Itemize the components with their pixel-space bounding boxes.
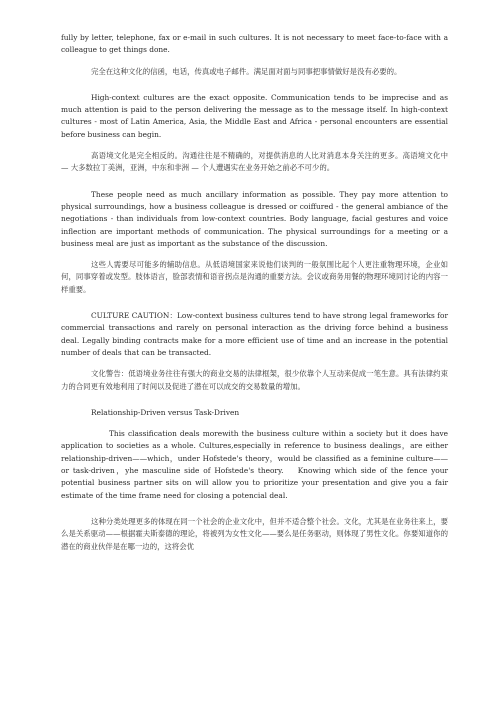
paragraph-english: These people need as much ancillary information as possible. They pay more attention to physical surroundings, how a business colleague is dressed or coiffured - the general ambiance of the negotiations - than individuals from low-context countries. Body language, facial gestures and voice inflection are important methods of communication. The physical surroundings for a meeting or a business meal are just as important as the substance of the discussion.: [61, 189, 448, 248]
paragraph-chinese: 完全在这种文化的信函，电话，传真或电子邮件。满足面对面与同事把事情做好是没有必要的。: [91, 66, 402, 76]
paragraph-chinese: 文化警告：低语境业务往往有强大的商业交易的法律框架，很少依靠个人互动来促成一笔生意。具有法律约束力的合同更有效地利用了时间以及促进了潜在可以成交的交易数量的增加。: [61, 369, 448, 391]
paragraph-english: High-context cultures are the exact opposite. Communication tends to be imprecise and as much attention is paid to the person delivering the message as to the message itself. In high-context cultures - most of Latin America, Asia, the Middle East and Africa - personal encounters are essential before business can begin.: [61, 92, 448, 139]
paragraph-english: This classification deals morewith the business culture within a society but it does have application to societies as a whole. Cultures,especially in reference to business dealings，are either relationship-driven——which，under Hofstede's theory，would be classified as a feminine culture——or task-driven，yhe masculine side of Hofstede's theory. Knowing which side of the fence your potential business partner sits on will allow you to prioritize your presentation and give you a fair estimate of the time frame need for closing a potencial deal.: [61, 429, 448, 500]
paragraph-english: fully by letter, telephone, fax or e-mail in such cultures. It is not necessary to meet face-to-face with a colleague to get things done.: [61, 33, 448, 55]
paragraph-english: CULTURE CAUTION：Low-context business cultures tend to have strong legal frameworks for commercial transactions and rarely on personal interaction as the driving force behind a business deal. Legally binding contracts make for a more efficient use of time and an increase in the potential number of deals that can be transacted.: [61, 311, 448, 357]
paragraph-chinese: 这些人需要尽可能多的辅助信息。从低语境国家来说他们谈判的一般氛围比起个人更注重物理环境，企业如何，同事穿着或发型。肢体语言，脸部表情和语音拐点是沟通的重要方法。会议或商务用餐的物理环境同讨论的内容一样重要。: [61, 260, 448, 294]
section-heading: Relationship-Driven versus Task-Driven: [91, 407, 240, 417]
paragraph-chinese: 高语境文化是完全相反的。沟通往往是不精确的，对提供消息的人比对消息本身关注的更多。高语境文化中 — 大多数拉丁美洲，亚洲，中东和非洲 — 个人遭遇实在业务开始之前必不可少的。: [61, 151, 448, 173]
paragraph-chinese: 这种分类处理更多的体现在同一个社会的企业文化中，但并不适合整个社会。文化，尤其是在业务往来上，要么是关系驱动——根据霍夫斯泰德的理论，将被列为女性文化——要么是任务驱动，则体现了男性文化。你要知道你的潜在的商业伙伴是在哪一边的，这将会优: [61, 516, 448, 551]
